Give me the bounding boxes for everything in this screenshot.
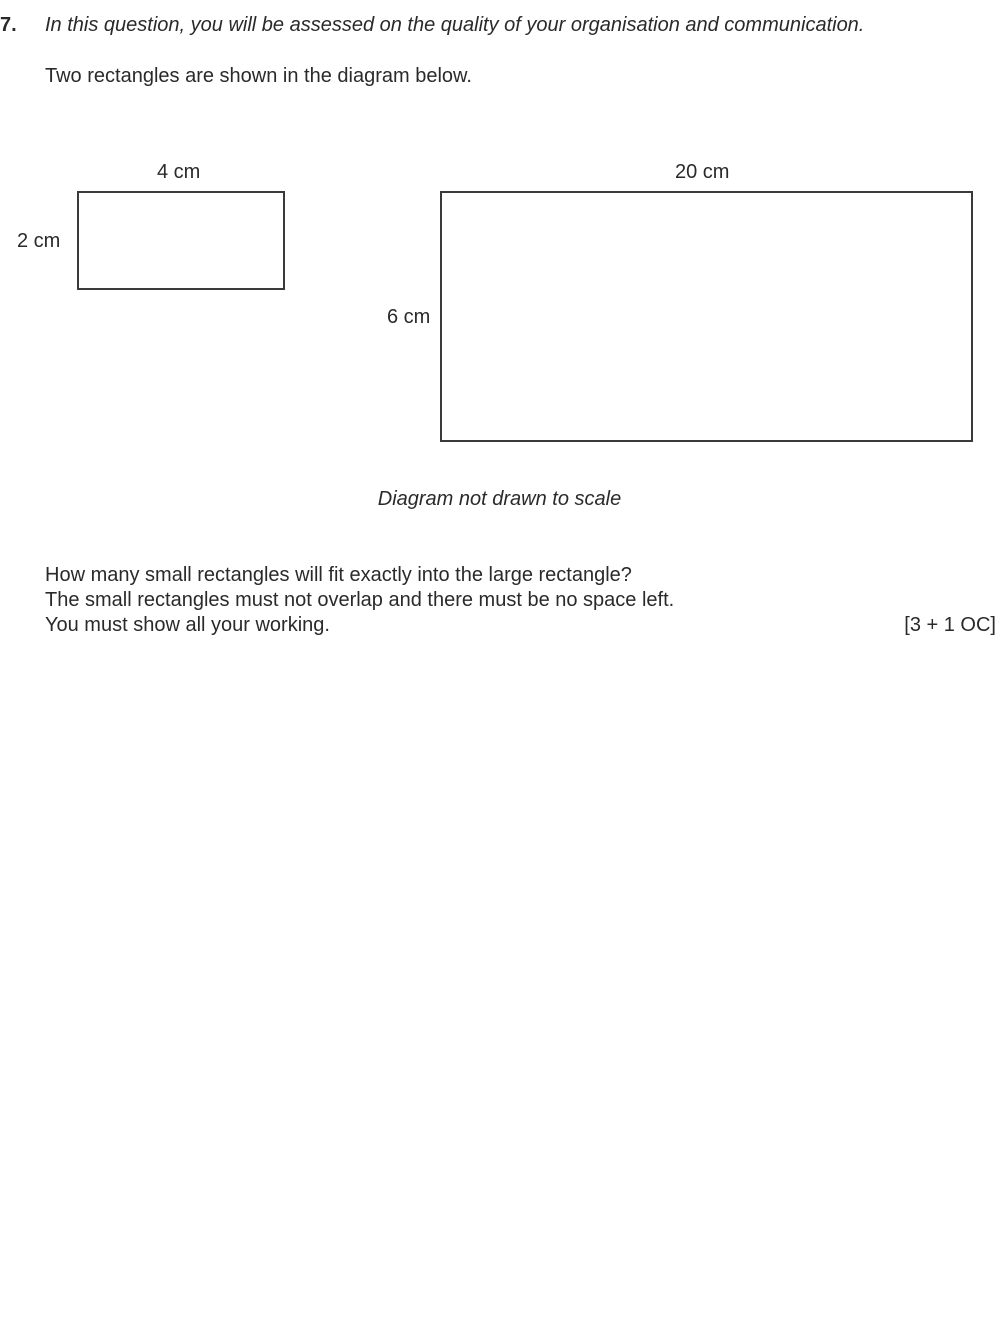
question-number: 7. xyxy=(0,14,17,36)
diagram-caption: Diagram not drawn to scale xyxy=(377,488,622,510)
small-rect-height-label: 2 cm xyxy=(17,230,61,252)
prompt-line-1: How many small rectangles will fit exactly into the large rectangle? xyxy=(45,564,632,586)
question-intro: In this question, you will be assessed on the quality of your organisation and communication. xyxy=(45,14,865,36)
marks-allocation: [3 + 1 OC] xyxy=(904,614,996,636)
large-rect-width-label: 20 cm xyxy=(675,161,730,183)
small-rect-width-label: 4 cm xyxy=(157,161,201,183)
small-rectangle xyxy=(77,191,285,290)
prompt-line-3: You must show all your working. xyxy=(45,614,330,636)
prompt-line-2: The small rectangles must not overlap and there must be no space left. xyxy=(45,589,675,611)
question-lead: Two rectangles are shown in the diagram below. xyxy=(45,65,472,87)
large-rect-height-label: 6 cm xyxy=(387,306,431,328)
large-rectangle xyxy=(440,191,973,442)
